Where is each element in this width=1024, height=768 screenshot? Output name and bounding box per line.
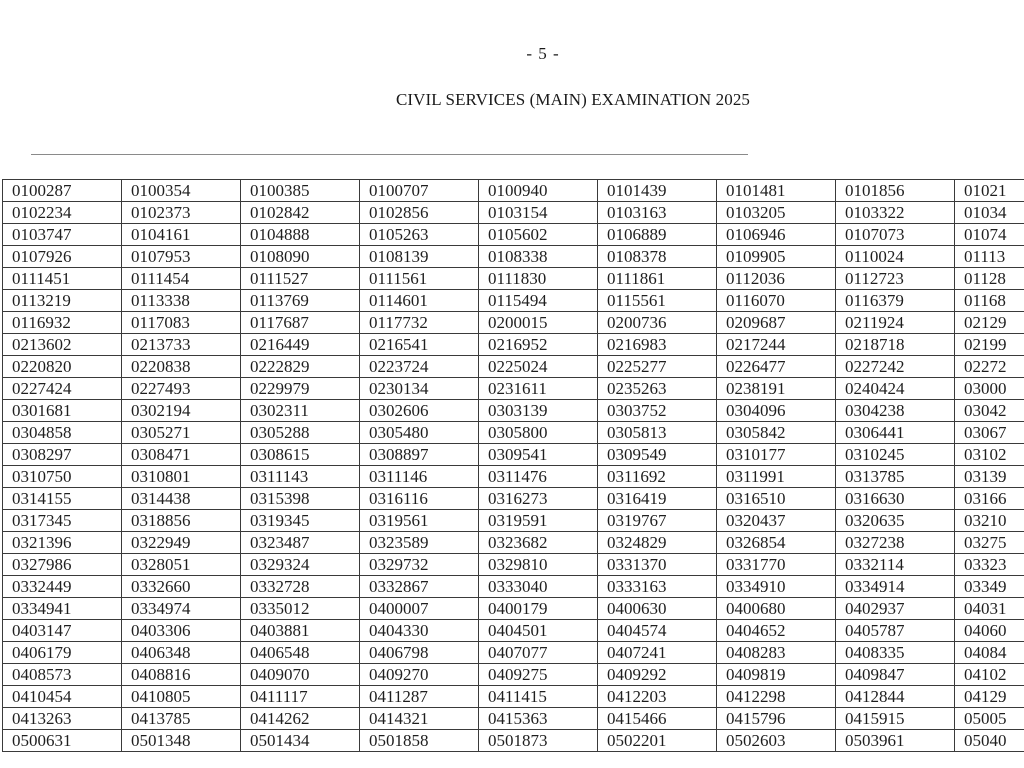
roll-number-cell: 0335012 xyxy=(241,598,360,620)
roll-number-cell: 0216952 xyxy=(479,334,598,356)
roll-number-cell: 0500631 xyxy=(3,730,122,752)
table-row xyxy=(3,686,1024,708)
table-row xyxy=(3,708,1024,730)
roll-number-cell: 0332660 xyxy=(122,576,241,598)
roll-number-cell: 0223724 xyxy=(360,356,479,378)
roll-number-cell: 0111527 xyxy=(241,268,360,290)
roll-number-cell: 0409292 xyxy=(598,664,717,686)
roll-number-cell: 0333040 xyxy=(479,576,598,598)
roll-number-cell: 0111830 xyxy=(479,268,598,290)
roll-number-cell: 0408335 xyxy=(836,642,955,664)
roll-number-cell: 0409819 xyxy=(717,664,836,686)
roll-number-cell: 0103205 xyxy=(717,202,836,224)
table-row xyxy=(3,466,1024,488)
roll-number-cell: 0331770 xyxy=(717,554,836,576)
roll-number-cell: 0108338 xyxy=(479,246,598,268)
roll-number-cell: 0305480 xyxy=(360,422,479,444)
roll-number-cell: 0334910 xyxy=(717,576,836,598)
roll-number-cell: 0213602 xyxy=(3,334,122,356)
roll-number-cell: 0112723 xyxy=(836,268,955,290)
roll-number-cell: 0333163 xyxy=(598,576,717,598)
roll-number-cell: 0316510 xyxy=(717,488,836,510)
roll-number-cell: 0413263 xyxy=(3,708,122,730)
roll-number-cell: 0109905 xyxy=(717,246,836,268)
roll-number-cell: 0209687 xyxy=(717,312,836,334)
roll-number-cell: 0310177 xyxy=(717,444,836,466)
roll-number-cell: 0304096 xyxy=(717,400,836,422)
roll-number-cell: 0329324 xyxy=(241,554,360,576)
roll-number-cell: 0115561 xyxy=(598,290,717,312)
roll-number-cell: 0415466 xyxy=(598,708,717,730)
table-row xyxy=(3,400,1024,422)
roll-number-cell: 01128 xyxy=(955,268,1024,290)
roll-number-cell: 0402937 xyxy=(836,598,955,620)
roll-number-cell: 0116379 xyxy=(836,290,955,312)
table-row xyxy=(3,180,1024,202)
roll-number-cell: 0408816 xyxy=(122,664,241,686)
roll-number-cell: 0414321 xyxy=(360,708,479,730)
roll-number-cell: 0316273 xyxy=(479,488,598,510)
roll-number-cell: 0316419 xyxy=(598,488,717,510)
roll-number-cell: 0235263 xyxy=(598,378,717,400)
table-row xyxy=(3,444,1024,466)
roll-number-cell: 0231611 xyxy=(479,378,598,400)
roll-number-cell: 0407077 xyxy=(479,642,598,664)
table-row xyxy=(3,532,1024,554)
roll-number-cell: 0409070 xyxy=(241,664,360,686)
roll-number-cell: 0240424 xyxy=(836,378,955,400)
roll-number-cell: 0106889 xyxy=(598,224,717,246)
roll-number-cell: 0329732 xyxy=(360,554,479,576)
roll-number-cell: 03275 xyxy=(955,532,1024,554)
roll-number-cell: 0101481 xyxy=(717,180,836,202)
roll-number-cell: 0313785 xyxy=(836,466,955,488)
roll-number-cell: 0403147 xyxy=(3,620,122,642)
roll-number-cell: 0302194 xyxy=(122,400,241,422)
roll-number-cell: 0111561 xyxy=(360,268,479,290)
roll-number-cell: 0238191 xyxy=(717,378,836,400)
roll-number-cell: 0107073 xyxy=(836,224,955,246)
roll-number-cell: 0405787 xyxy=(836,620,955,642)
roll-number-cell: 0409847 xyxy=(836,664,955,686)
roll-number-cell: 0103163 xyxy=(598,202,717,224)
table-row xyxy=(3,422,1024,444)
roll-number-cell: 0111451 xyxy=(3,268,122,290)
roll-number-cell: 0328051 xyxy=(122,554,241,576)
roll-number-cell: 0103747 xyxy=(3,224,122,246)
roll-number-cell: 01034 xyxy=(955,202,1024,224)
roll-number-cell: 0400680 xyxy=(717,598,836,620)
roll-number-cell: 0216541 xyxy=(360,334,479,356)
roll-number-cell: 0406548 xyxy=(241,642,360,664)
roll-number-cell: 0114601 xyxy=(360,290,479,312)
table-row xyxy=(3,356,1024,378)
roll-number-cell: 02199 xyxy=(955,334,1024,356)
roll-number-cell: 0317345 xyxy=(3,510,122,532)
roll-number-cell: 0309541 xyxy=(479,444,598,466)
roll-number-cell: 0415363 xyxy=(479,708,598,730)
roll-number-cell: 0323487 xyxy=(241,532,360,554)
table-row xyxy=(3,642,1024,664)
roll-number-cell: 0305842 xyxy=(717,422,836,444)
roll-number-cell: 0311146 xyxy=(360,466,479,488)
roll-number-cell: 0102373 xyxy=(122,202,241,224)
table-row xyxy=(3,378,1024,400)
roll-number-cell: 0411287 xyxy=(360,686,479,708)
roll-number-cell: 0217244 xyxy=(717,334,836,356)
roll-number-cell: 0104888 xyxy=(241,224,360,246)
roll-number-cell: 0501434 xyxy=(241,730,360,752)
roll-number-table-body xyxy=(3,180,1024,752)
roll-number-cell: 0101856 xyxy=(836,180,955,202)
roll-number-cell: 0211924 xyxy=(836,312,955,334)
roll-number-cell: 0406348 xyxy=(122,642,241,664)
roll-number-cell: 05005 xyxy=(955,708,1024,730)
roll-number-cell: 0102842 xyxy=(241,202,360,224)
roll-number-cell: 0331370 xyxy=(598,554,717,576)
roll-number-cell: 01168 xyxy=(955,290,1024,312)
roll-number-cell: 01074 xyxy=(955,224,1024,246)
roll-number-cell: 0415915 xyxy=(836,708,955,730)
results-table-container xyxy=(2,179,1024,752)
roll-number-cell: 0413785 xyxy=(122,708,241,730)
roll-number-cell: 0410805 xyxy=(122,686,241,708)
roll-number-cell: 0107953 xyxy=(122,246,241,268)
table-row xyxy=(3,312,1024,334)
roll-number-cell: 0323589 xyxy=(360,532,479,554)
roll-number-cell: 03349 xyxy=(955,576,1024,598)
table-row xyxy=(3,664,1024,686)
roll-number-cell: 0305813 xyxy=(598,422,717,444)
roll-number-cell: 0323682 xyxy=(479,532,598,554)
roll-number-cell: 0400007 xyxy=(360,598,479,620)
roll-number-cell: 0230134 xyxy=(360,378,479,400)
roll-number-cell: 0308897 xyxy=(360,444,479,466)
table-row xyxy=(3,554,1024,576)
roll-number-cell: 0332728 xyxy=(241,576,360,598)
roll-number-cell: 03323 xyxy=(955,554,1024,576)
roll-number-cell: 0304858 xyxy=(3,422,122,444)
roll-number-cell: 05040 xyxy=(955,730,1024,752)
roll-number-cell: 0227424 xyxy=(3,378,122,400)
roll-number-cell: 0332449 xyxy=(3,576,122,598)
roll-number-cell: 0227242 xyxy=(836,356,955,378)
roll-number-cell: 0103154 xyxy=(479,202,598,224)
header-divider xyxy=(31,154,748,155)
roll-number-cell: 0310750 xyxy=(3,466,122,488)
roll-number-cell: 0220838 xyxy=(122,356,241,378)
roll-number-cell: 0316630 xyxy=(836,488,955,510)
roll-number-cell: 0113769 xyxy=(241,290,360,312)
roll-number-cell: 0406798 xyxy=(360,642,479,664)
roll-number-cell: 0334974 xyxy=(122,598,241,620)
roll-number-cell: 0303752 xyxy=(598,400,717,422)
roll-number-cell: 0332867 xyxy=(360,576,479,598)
roll-number-cell: 0403306 xyxy=(122,620,241,642)
roll-number-cell: 0412298 xyxy=(717,686,836,708)
roll-number-cell: 0117687 xyxy=(241,312,360,334)
roll-number-cell: 0320635 xyxy=(836,510,955,532)
table-row xyxy=(3,620,1024,642)
roll-number-cell: 0327238 xyxy=(836,532,955,554)
roll-number-cell: 0229979 xyxy=(241,378,360,400)
roll-number-cell: 0213733 xyxy=(122,334,241,356)
roll-number-cell: 0404652 xyxy=(717,620,836,642)
table-row xyxy=(3,246,1024,268)
roll-number-cell: 0406179 xyxy=(3,642,122,664)
roll-number-cell: 0501873 xyxy=(479,730,598,752)
roll-number-cell: 03000 xyxy=(955,378,1024,400)
roll-number-cell: 0225024 xyxy=(479,356,598,378)
table-row xyxy=(3,598,1024,620)
roll-number-cell: 0403881 xyxy=(241,620,360,642)
roll-number-cell: 0415796 xyxy=(717,708,836,730)
roll-number-cell: 0315398 xyxy=(241,488,360,510)
table-row xyxy=(3,290,1024,312)
roll-number-cell: 0400179 xyxy=(479,598,598,620)
roll-number-cell: 0227493 xyxy=(122,378,241,400)
roll-number-cell: 0305288 xyxy=(241,422,360,444)
roll-number-cell: 03139 xyxy=(955,466,1024,488)
roll-number-cell: 0503961 xyxy=(836,730,955,752)
roll-number-cell: 04084 xyxy=(955,642,1024,664)
roll-number-cell: 01021 xyxy=(955,180,1024,202)
roll-number-cell: 0314155 xyxy=(3,488,122,510)
roll-number-cell: 0408283 xyxy=(717,642,836,664)
roll-number-cell: 0100354 xyxy=(122,180,241,202)
roll-number-cell: 0112036 xyxy=(717,268,836,290)
roll-number-cell: 0318856 xyxy=(122,510,241,532)
roll-number-cell: 0319767 xyxy=(598,510,717,532)
roll-number-cell: 0305271 xyxy=(122,422,241,444)
roll-number-cell: 0407241 xyxy=(598,642,717,664)
roll-number-cell: 0108139 xyxy=(360,246,479,268)
roll-number-cell: 0322949 xyxy=(122,532,241,554)
roll-number-cell: 0308471 xyxy=(122,444,241,466)
roll-number-cell: 0104161 xyxy=(122,224,241,246)
roll-number-cell: 0117732 xyxy=(360,312,479,334)
roll-number-cell: 0404574 xyxy=(598,620,717,642)
roll-number-cell: 0319591 xyxy=(479,510,598,532)
roll-number-cell: 0502603 xyxy=(717,730,836,752)
roll-number-cell: 0108378 xyxy=(598,246,717,268)
roll-number-cell: 0501858 xyxy=(360,730,479,752)
roll-number-cell: 0116932 xyxy=(3,312,122,334)
roll-number-cell: 0305800 xyxy=(479,422,598,444)
roll-number-cell: 04060 xyxy=(955,620,1024,642)
roll-number-cell: 03102 xyxy=(955,444,1024,466)
roll-number-cell: 0110024 xyxy=(836,246,955,268)
roll-number-cell: 0111861 xyxy=(598,268,717,290)
roll-number-cell: 02129 xyxy=(955,312,1024,334)
roll-number-cell: 04102 xyxy=(955,664,1024,686)
roll-number-cell: 0501348 xyxy=(122,730,241,752)
roll-number-cell: 0101439 xyxy=(598,180,717,202)
roll-number-cell: 0105263 xyxy=(360,224,479,246)
roll-number-cell: 0100385 xyxy=(241,180,360,202)
roll-number-cell: 0502201 xyxy=(598,730,717,752)
roll-number-cell: 0100707 xyxy=(360,180,479,202)
table-row xyxy=(3,224,1024,246)
roll-number-cell: 03210 xyxy=(955,510,1024,532)
roll-number-cell: 0200015 xyxy=(479,312,598,334)
roll-number-cell: 0222829 xyxy=(241,356,360,378)
roll-number-cell: 0108090 xyxy=(241,246,360,268)
roll-number-cell: 0117083 xyxy=(122,312,241,334)
roll-number-cell: 0316116 xyxy=(360,488,479,510)
document-title: CIVIL SERVICES (MAIN) EXAMINATION 2025 xyxy=(395,90,751,109)
roll-number-cell: 0113219 xyxy=(3,290,122,312)
roll-number-cell: 0412844 xyxy=(836,686,955,708)
roll-number-cell: 0319561 xyxy=(360,510,479,532)
roll-number-cell: 0319345 xyxy=(241,510,360,532)
roll-number-cell: 0310245 xyxy=(836,444,955,466)
roll-number-cell: 03067 xyxy=(955,422,1024,444)
roll-number-cell: 0304238 xyxy=(836,400,955,422)
roll-number-cell: 0411415 xyxy=(479,686,598,708)
roll-number-cell: 04129 xyxy=(955,686,1024,708)
roll-number-cell: 0400630 xyxy=(598,598,717,620)
roll-number-cell: 0314438 xyxy=(122,488,241,510)
roll-number-cell: 0334941 xyxy=(3,598,122,620)
table-row xyxy=(3,268,1024,290)
roll-number-cell: 0334914 xyxy=(836,576,955,598)
page-number: - 5 - xyxy=(526,44,560,63)
roll-number-cell: 0102856 xyxy=(360,202,479,224)
roll-number-cell: 0409275 xyxy=(479,664,598,686)
table-row xyxy=(3,202,1024,224)
roll-number-cell: 0113338 xyxy=(122,290,241,312)
roll-number-table xyxy=(2,179,1024,752)
roll-number-cell: 04031 xyxy=(955,598,1024,620)
roll-number-cell: 0412203 xyxy=(598,686,717,708)
roll-number-cell: 01113 xyxy=(955,246,1024,268)
roll-number-cell: 0302606 xyxy=(360,400,479,422)
roll-number-cell: 0332114 xyxy=(836,554,955,576)
roll-number-cell: 0311476 xyxy=(479,466,598,488)
roll-number-cell: 0216983 xyxy=(598,334,717,356)
roll-number-cell: 0107926 xyxy=(3,246,122,268)
roll-number-cell: 0408573 xyxy=(3,664,122,686)
roll-number-cell: 0321396 xyxy=(3,532,122,554)
roll-number-cell: 0106946 xyxy=(717,224,836,246)
roll-number-cell: 0306441 xyxy=(836,422,955,444)
roll-number-cell: 0311991 xyxy=(717,466,836,488)
roll-number-cell: 0218718 xyxy=(836,334,955,356)
roll-number-cell: 0410454 xyxy=(3,686,122,708)
roll-number-cell: 0105602 xyxy=(479,224,598,246)
roll-number-cell: 0200736 xyxy=(598,312,717,334)
table-row xyxy=(3,334,1024,356)
roll-number-cell: 0329810 xyxy=(479,554,598,576)
table-row xyxy=(3,488,1024,510)
roll-number-cell: 0220820 xyxy=(3,356,122,378)
roll-number-cell: 0311692 xyxy=(598,466,717,488)
roll-number-cell: 0301681 xyxy=(3,400,122,422)
roll-number-cell: 0302311 xyxy=(241,400,360,422)
roll-number-cell: 0216449 xyxy=(241,334,360,356)
roll-number-cell: 03042 xyxy=(955,400,1024,422)
roll-number-cell: 0303139 xyxy=(479,400,598,422)
roll-number-cell: 0115494 xyxy=(479,290,598,312)
roll-number-cell: 0414262 xyxy=(241,708,360,730)
roll-number-cell: 0309549 xyxy=(598,444,717,466)
roll-number-cell: 02272 xyxy=(955,356,1024,378)
roll-number-cell: 0409270 xyxy=(360,664,479,686)
roll-number-cell: 0225277 xyxy=(598,356,717,378)
roll-number-cell: 0404501 xyxy=(479,620,598,642)
roll-number-cell: 03166 xyxy=(955,488,1024,510)
table-row xyxy=(3,510,1024,532)
table-row xyxy=(3,576,1024,598)
roll-number-cell: 0308615 xyxy=(241,444,360,466)
roll-number-cell: 0324829 xyxy=(598,532,717,554)
roll-number-cell: 0100287 xyxy=(3,180,122,202)
roll-number-cell: 0404330 xyxy=(360,620,479,642)
roll-number-cell: 0116070 xyxy=(717,290,836,312)
roll-number-cell: 0111454 xyxy=(122,268,241,290)
roll-number-cell: 0327986 xyxy=(3,554,122,576)
roll-number-cell: 0326854 xyxy=(717,532,836,554)
roll-number-cell: 0308297 xyxy=(3,444,122,466)
roll-number-cell: 0411117 xyxy=(241,686,360,708)
roll-number-cell: 0320437 xyxy=(717,510,836,532)
roll-number-cell: 0310801 xyxy=(122,466,241,488)
roll-number-cell: 0102234 xyxy=(3,202,122,224)
roll-number-cell: 0100940 xyxy=(479,180,598,202)
roll-number-cell: 0226477 xyxy=(717,356,836,378)
roll-number-cell: 0311143 xyxy=(241,466,360,488)
table-row xyxy=(3,730,1024,752)
roll-number-cell: 0103322 xyxy=(836,202,955,224)
